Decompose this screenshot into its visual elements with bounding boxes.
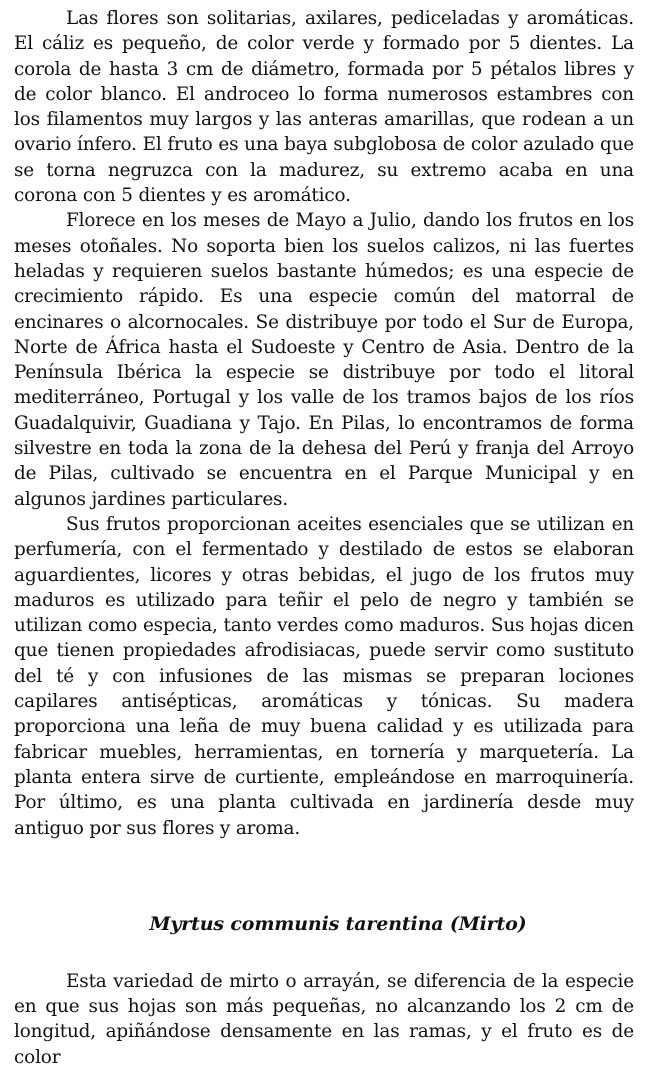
document-page [14,6,634,1070]
paragraph-variety: Esta variedad de mirto o arrayán, se diferencia de la especie en que sus hojas son más pequeñas, no alcanzando los 2 cm de longitud, apiñándose densamente en las ramas, y el fruto es de color [14,970,634,1068]
section-spacer [14,841,634,911]
title-spacer [14,937,634,969]
section-title: Myrtus communis tarentina (Mirto) [149,912,527,935]
paragraph-uses: Sus frutos proporcionan aceites esenciales que se utilizan en perfumería, con el fermentado y destilado de estos se elaboran aguardientes, licores y otras bebidas, el jugo de los frutos muy maduros es utilizado para teñir el pelo de negro y también se utilizan como especia, tanto verdes como maduros. Sus hojas dicen que tienen propiedades afrodisiacas, puede servir como sustituto del té y con infusiones de las mismas se preparan lociones capilares antisépticas, aromáticas y tónicas. Su madera proporciona una leña de muy buena calidad y es utilizada para fabricar muebles, herramientas, en tornería y marquetería. La planta entera sirve de curtiente, empleándose en marroquinería. Por último, es una planta cultivada en jardinería desde muy antiguo por sus flores y aroma. [14,513,634,839]
paragraph-flowers: Las flores son solitarias, axilares, pediceladas y aromáticas. El cáliz es pequeño, de color verde y formado por 5 dientes. La corola de hasta 3 cm de diámetro, formada por 5 pétalos libres y de color blanco. El androceo lo forma numerosos estambres con los filamentos muy largos y las anteras amarillas, que rodean a un ovario ínfero. El fruto es una baya subglobosa de color azulado que se torna negruzca con la madurez, su extremo acaba en una corona con 5 dientes y es aromático. [14,8,634,207]
paragraph-flowering-distribution: Florece en los meses de Mayo a Julio, dando los frutos en los meses otoñales. No soporta bien los suelos calizos, ni las fuertes heladas y requieren suelos bastante húmedos; es una especie de crecimiento rápido. Es una especie común del matorral de encinares o alcornocales. Se distribuye por todo el Sur de Europa, Norte de África hasta el Sudoeste y Centro de Asia. Dentro de la Península Ibérica la especie se distribuye por todo el litoral mediterráneo, Portugal y los valle de los tramos bajos de los ríos Guadalquivir, Guadiana y Tajo. En Pilas, lo encontramos de forma silvestre en toda la zona de la dehesa del Perú y franja del Arroyo de Pilas, cultivado se encuentra en el Parque Municipal y en algunos jardines particulares. [14,210,634,510]
